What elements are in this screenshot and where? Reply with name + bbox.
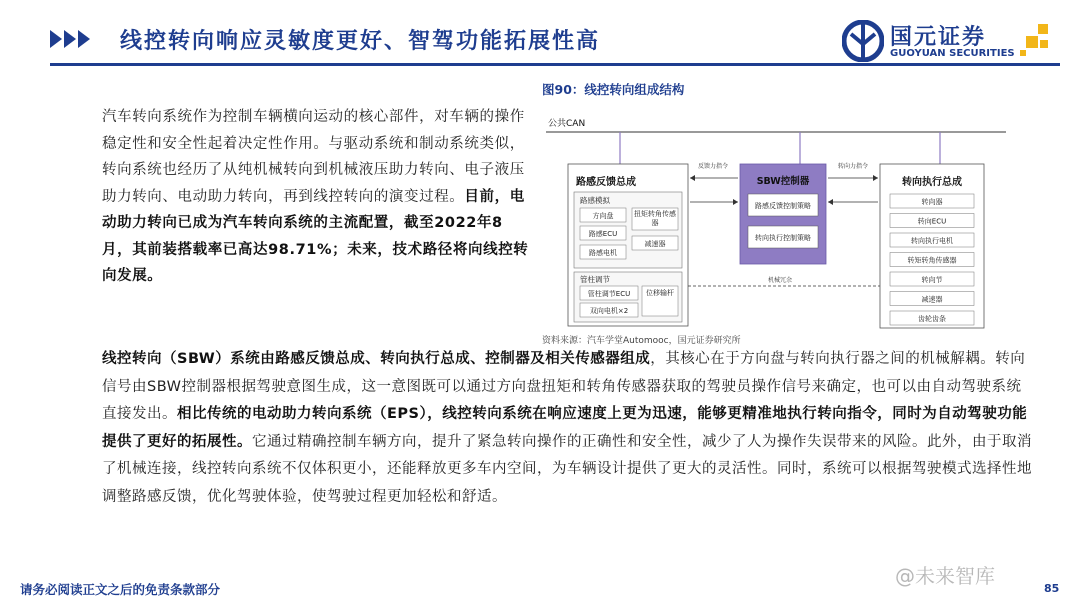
company-logo <box>842 18 1062 64</box>
intro-bold-text: 目前，电动助力转向已成为汽车转向系统的主流配置，截至2022年8月，其前装搭载率已高达98.71%；未来，技术路径将向线控转向发展。 <box>102 188 529 284</box>
sbw-structure-diagram <box>540 106 1010 334</box>
road-feel-assembly-title: 路感反馈总成 <box>576 177 636 188</box>
column-adjust-title: 管柱调节 <box>580 275 610 284</box>
item-road-feel-motor: 路感电机 <box>589 249 617 257</box>
steering-execution-item: 减速器 <box>921 295 943 304</box>
body-bold-2: 相比传统的电动助力转向系统（EPS），线控转向系统在响应速度上更为迅速，能够更精准地执行转向指令，同时为自动驾驶功能提供了更好的拓展性。 <box>102 406 1028 450</box>
mechanical-redundancy-label: 机械冗余 <box>768 277 793 284</box>
arrow-label-feedback: 反馈力指令 <box>698 163 729 170</box>
item-road-feel-ecu: 路感ECU <box>588 230 618 238</box>
guoyuan-logo-icon <box>842 20 884 62</box>
slide-title: 线控转向响应灵敏度更好、智驾功能拓展性高 <box>120 29 601 54</box>
figure-source: 资料来源：汽车学堂Automooc，国元证券研究所 <box>542 336 741 346</box>
logo-chinese-name: 国元证券 <box>890 25 987 50</box>
controller-feedback-strategy: 路感反馈控制策略 <box>755 202 811 210</box>
steering-execution-item: 转矩转角传感器 <box>907 256 957 265</box>
gold-squares-icon <box>1018 22 1054 58</box>
body-text-2: 它通过精确控制车辆方向，提升了紧急转向操作的正确性和安全性，减少了人为操作失误带来的风险。此外，由于取消了机械连接，线控转向系统不仅体积更小，还能释放更多车内空间，为车辆设计提供了更大的灵活性。同时，系统可以根据驾驶模式选择性地调整路感反馈，优化驾驶体验，使驾驶过程更加轻松和舒适。 <box>102 433 1032 505</box>
page-number: 85 <box>1044 582 1060 595</box>
intro-paragraph <box>102 104 532 290</box>
controller-execution-strategy: 转向执行控制策略 <box>755 234 811 242</box>
steering-execution-item: 转向ECU <box>917 217 947 226</box>
steering-execution-item: 转向器 <box>921 198 943 206</box>
bus-label: 公共CAN <box>548 119 586 129</box>
body-text-1: ，其核心在于方向盘与转向执行器之间的机械解耦。转向信号由SBW控制器根据驾驶意图生成，这一意图既可以通过方向盘扭矩和转角传感器获取的驾驶员操作信号来确定，也可以由自动驾驶系统直接发出。 <box>102 351 1026 422</box>
item-reducer-left: 减速器 <box>644 240 666 248</box>
body-bold-1: 线控转向（SBW）系统由路感反馈总成、转向执行总成、控制器及相关传感器组成 <box>102 351 651 367</box>
item-steering-wheel: 方向盘 <box>592 212 614 220</box>
item-dual-motor: 双向电机×2 <box>589 307 629 315</box>
logo-english-name: GUOYUAN SECURITIES <box>890 48 1015 59</box>
disclaimer-link[interactable]: 请务必阅读正文之后的免责条款部分 <box>20 582 221 597</box>
body-paragraph <box>102 346 1032 511</box>
chevron-arrows-icon <box>50 30 90 48</box>
steering-execution-item: 齿轮齿条 <box>918 315 946 323</box>
slide-header <box>0 0 1080 72</box>
steering-execution-items <box>890 194 974 325</box>
controller-title: SBW控制器 <box>756 176 810 187</box>
steering-execution-title: 转向执行总成 <box>902 177 962 188</box>
arrow-label-steer: 转向力指令 <box>838 163 869 170</box>
item-column-ecu: 管柱调节ECU <box>587 290 631 298</box>
road-feel-sim-title: 路感模拟 <box>580 196 610 205</box>
intro-text: 汽车转向系统作为控制车辆横向运动的核心部件，对车辆的操作稳定性和安全性起着决定性作用。与驱动系统和制动系统类似，转向系统也经历了从纯机械转向到机械液压助力转向、电子液压助力转向、电动助力转向，再到线控转向的演变过程。 <box>102 109 525 205</box>
steering-execution-item: 转向节 <box>921 276 943 284</box>
watermark-text: @未来智库 <box>895 564 995 588</box>
steering-execution-item: 转向执行电机 <box>911 237 953 245</box>
item-displacement-rod: 位移输杆 <box>646 289 674 297</box>
figure-title: 图90：线控转向组成结构 <box>542 82 685 97</box>
item-torque-angle-sensor: 扭矩转角传感器 <box>634 210 676 227</box>
